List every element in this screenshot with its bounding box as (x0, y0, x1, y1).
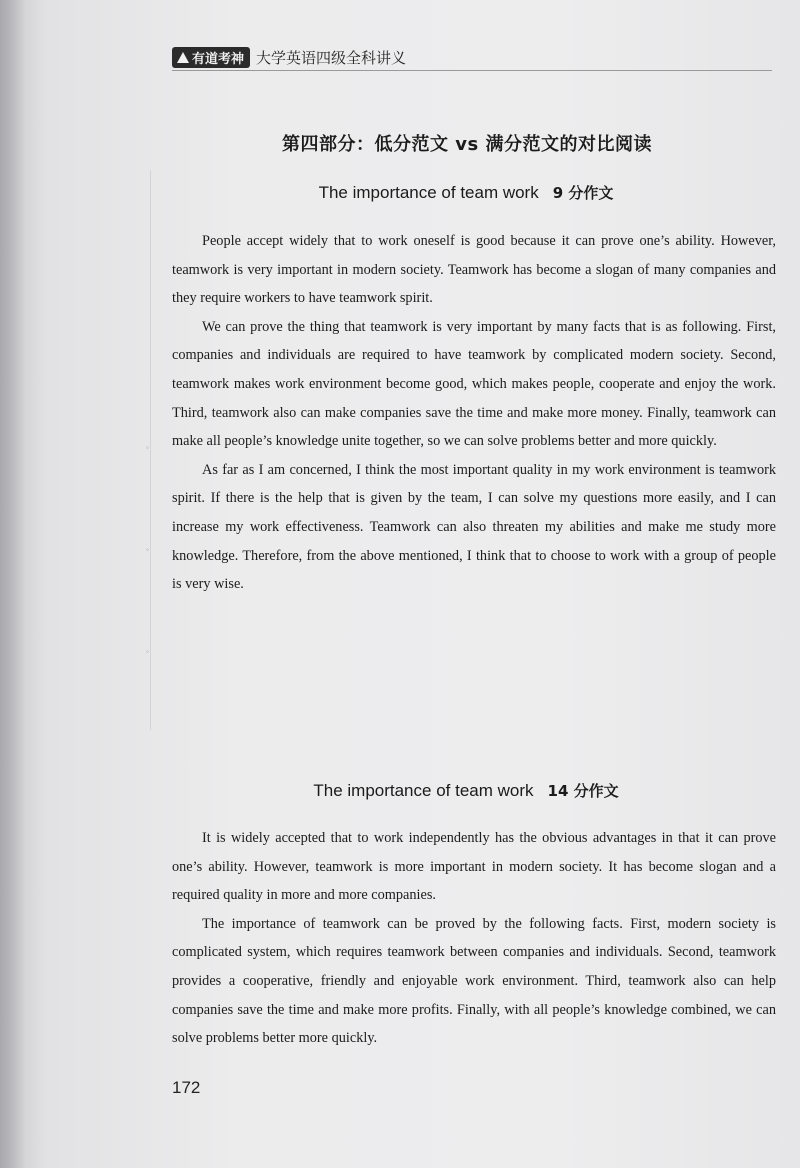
margin-mark: ◦ (146, 647, 149, 656)
essay-paragraph: We can prove the thing that teamwork is very important by many facts that is as following. First, companies and individuals are required to have teamwork by complicated modern society. Second, teamwork makes work environment become good, which makes people, cooperate and enjoy the work. Third, teamwork also can make companies save the time and make more money. Finally, teamwork can make all people’s knowledge unite together, so we can solve problems better and more quickly. (172, 318, 776, 450)
margin-mark: ◦ (146, 443, 149, 452)
page-number: 172 (172, 1078, 201, 1097)
logo-text: 有道考神 (192, 51, 245, 67)
logo-mark-icon (177, 52, 189, 63)
essay-title-text: The importance of team work (318, 183, 539, 202)
margin-mark: ◦ (146, 545, 149, 554)
header-divider (172, 70, 772, 71)
book-title: 大学英语四级全科讲义 (256, 48, 407, 67)
essay-paragraph: The importance of teamwork can be proved by the following facts. First, modern society is complicated system, which requires teamwork between companies and individuals. Second, teamwork provides a cooperative, friendly and enjoyable work environment. Third, teamwork also can help companies save the time and make more profits. Finally, with all people’s knowledge combined, we can solve problems better more quickly. (172, 915, 776, 1047)
publisher-logo (172, 47, 250, 68)
essay-body-full-score (172, 824, 776, 1053)
essay-paragraph: It is widely accepted that to work independently has the obvious advantages in that it can prove one’s ability. However, teamwork is more important in modern society. It has become slogan and a required quality in more and more companies. (172, 830, 776, 904)
essay-body-low-score (172, 227, 776, 599)
page-gutter-shadow (0, 0, 26, 1168)
essay-title-low-score (0, 182, 800, 203)
essay-paragraph: People accept widely that to work oneself is good because it can prove one’s ability. However, teamwork is very important in modern society. Teamwork has become a slogan of many companies and they require workers to have teamwork spirit. (172, 233, 776, 307)
running-header (172, 46, 406, 68)
essay-title-text: The importance of team work (313, 781, 534, 800)
essay-title-full-score (0, 780, 800, 801)
part-title: 第四部分：低分范文 vs 满分范文的对比阅读 (282, 134, 652, 155)
essay-score-label: 9 分作文 (552, 184, 614, 202)
essay-paragraph: As far as I am concerned, I think the most important quality in my work environment is teamwork spirit. If there is the help that is given by the team, I can solve my questions more easily, and I can increase my work effectiveness. Teamwork can also threaten my abilities and make me study more knowledge. Therefore, from the above mentioned, I think that to choose to work with a group of people is very wise. (172, 461, 776, 593)
essay-score-label: 14 分作文 (547, 782, 619, 800)
